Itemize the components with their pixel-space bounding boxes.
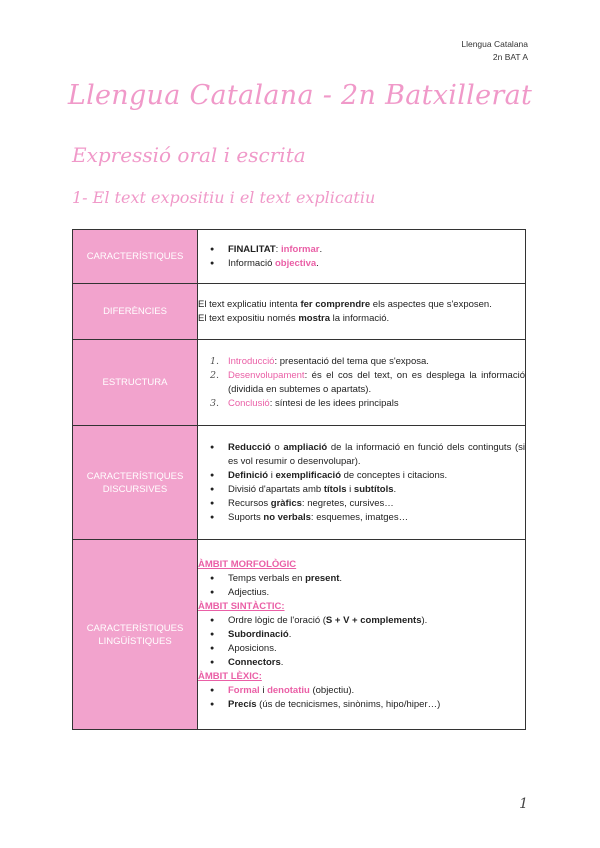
table-row [73, 284, 526, 340]
list-item: ● Precís (ús de tecnicismes, sinònims, hipo/hiper…) [228, 698, 525, 712]
row-content [198, 284, 526, 340]
list-item: ● Recursos gràfics: negretes, cursives… [228, 497, 525, 511]
ambit-heading: ÀMBIT MORFOLÒGIC [198, 558, 297, 570]
table-row [73, 230, 526, 284]
list-item: 1. Introducció: presentació del tema que s'exposa. [210, 355, 429, 367]
list-item: ● Aposicions. [228, 642, 525, 656]
list-item: ● Adjectius. [228, 586, 525, 600]
page-number: 1 [519, 796, 528, 812]
list-item: ● Suports no verbals: esquemes, imatges… [228, 511, 525, 525]
row-label: CARACTERÍSTIQUES [73, 230, 198, 284]
row-content [198, 340, 526, 426]
row-label: ESTRUCTURA [73, 340, 198, 426]
document-title: Llengua Catalana - 2n Batxillerat [67, 80, 533, 111]
list-item: ● Temps verbals en present. [228, 572, 525, 586]
table-row [73, 426, 526, 540]
table-row [73, 340, 526, 426]
list-item: ● Formal i denotatiu (objectiu). [228, 684, 525, 698]
table-row [73, 540, 526, 730]
characteristics-table [72, 229, 526, 730]
row-label: CARACTERÍSTIQUES DISCURSIVES [73, 426, 198, 540]
list-item: 3. Conclusió: síntesi de les idees principals [210, 397, 399, 409]
list-item: ● Definició i exemplificació de conceptes i citacions. [228, 469, 525, 483]
list-item: ● Connectors. [228, 656, 525, 670]
paragraph: El text expositiu només mostra la informació. [198, 312, 390, 324]
list-item: ● Divisió d'apartats amb títols i subtítols. [228, 483, 525, 497]
list-item: ● Reducció o ampliació de la informació en funció dels continguts (si es vol resumir o desenvolupar). [228, 441, 525, 469]
subsection-title: 1- El text expositiu i el text explicatiu [72, 188, 376, 207]
row-label: CARACTERÍSTIQUES LINGÜÍSTIQUES [73, 540, 198, 730]
row-content [198, 230, 526, 284]
list-item: ● Ordre lògic de l'oració (S + V + complements). [228, 614, 525, 628]
ambit-heading: ÀMBIT LÈXIC: [198, 670, 262, 682]
list-item: 2. Desenvolupament: és el cos del text, on es desplega la informació (dividida en subtemes o apartats). [210, 369, 525, 395]
ambit-heading: ÀMBIT SINTÀCTIC: [198, 600, 285, 612]
header-class: 2n BAT A [492, 52, 528, 62]
row-label: DIFERÈNCIES [73, 284, 198, 340]
list-item: ● Subordinació. [228, 628, 525, 642]
paragraph: El text explicatiu intenta fer comprendre els aspectes que s'exposen. [198, 298, 492, 310]
row-content [198, 540, 526, 730]
row-content [198, 426, 526, 540]
section-title: Expressió oral i escrita [72, 143, 306, 167]
list-item: ● Informació objectiva. [228, 257, 525, 271]
header-subject: Llengua Catalana [461, 39, 528, 49]
page-header [461, 38, 528, 64]
list-item: ● FINALITAT: informar. [228, 243, 525, 257]
